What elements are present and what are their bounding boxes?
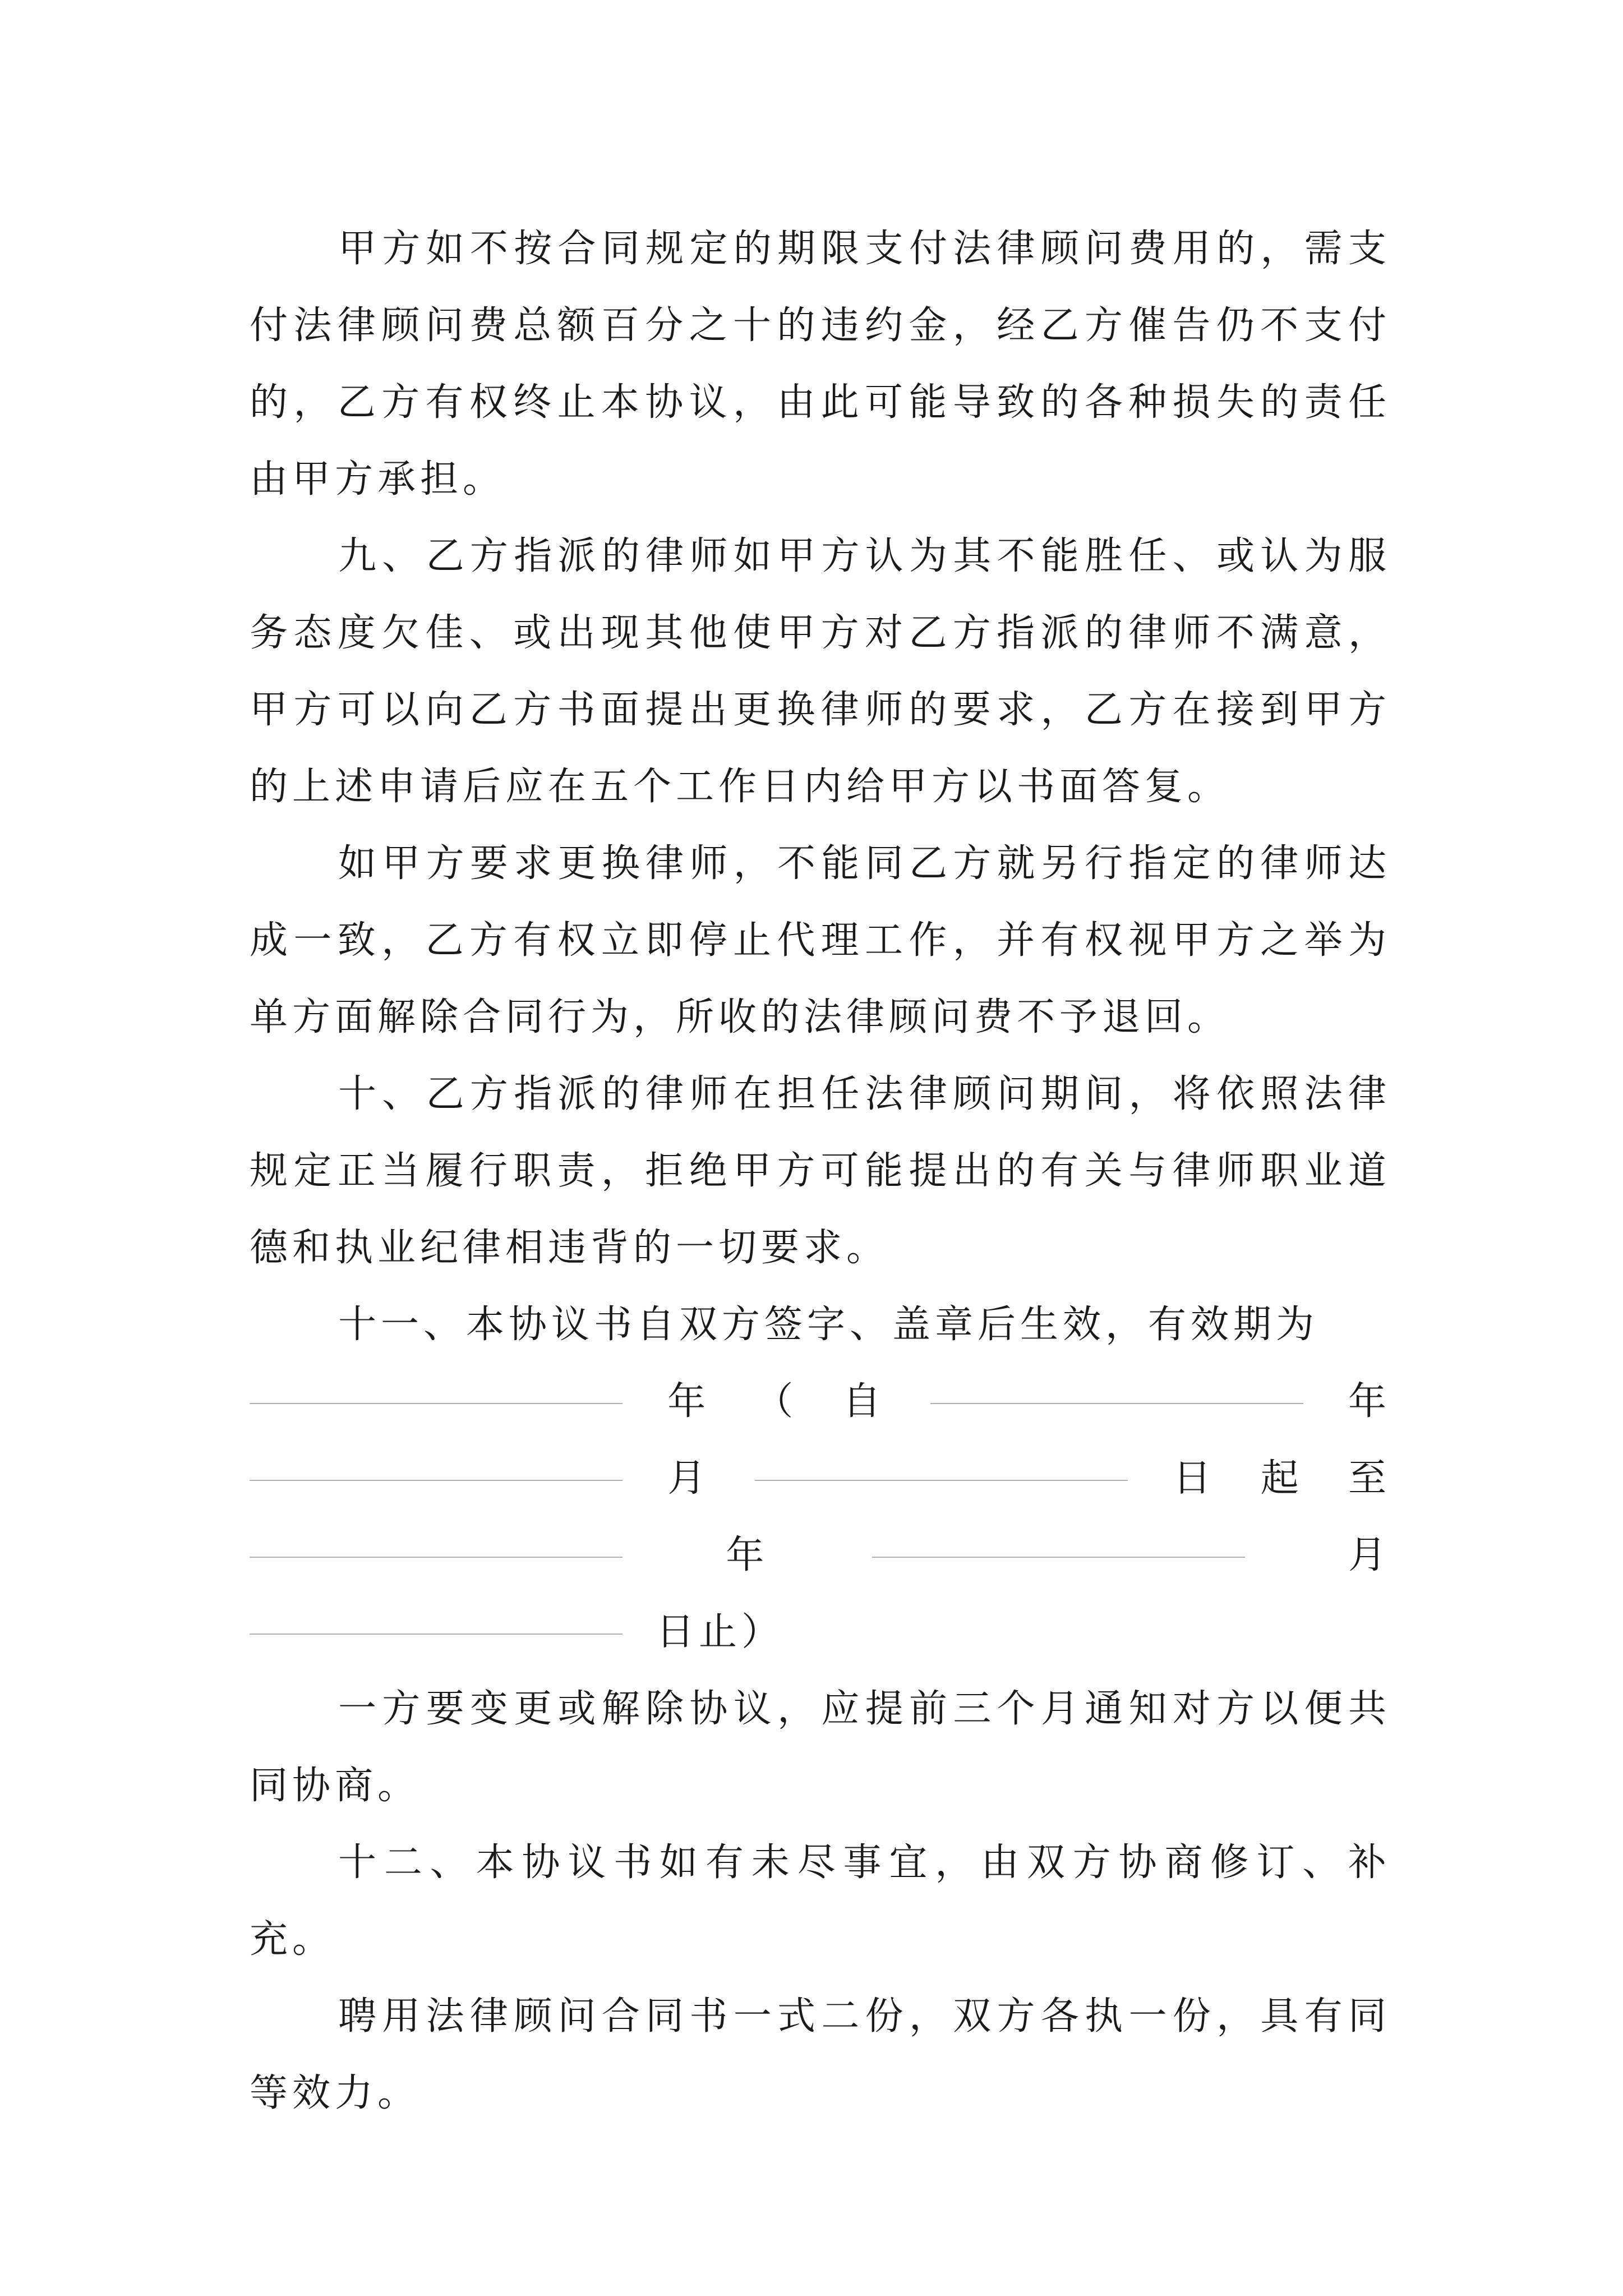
term-begin-label: 起 bbox=[1260, 1456, 1303, 1501]
document-body bbox=[250, 210, 1391, 2132]
term-start-year-label: 年 bbox=[1348, 1379, 1391, 1424]
paragraph-payment-penalty: 甲方如不按合同规定的期限支付法律顾问费用的，需支付法律顾问费总额百分之十的违约金，经乙方催告仍不支付的，乙方有权终止本协议，由此可能导致的各种损失的责任由甲方承担。 bbox=[250, 227, 1391, 501]
paragraph-clause-12: 十二、本协议书如有未尽事宜，由双方协商修订、补充。 bbox=[250, 1841, 1391, 1962]
fill-blank-end-year[interactable] bbox=[250, 1556, 623, 1558]
paragraph-clause-10: 十、乙方指派的律师在担任法律顾问期间，将依照法律规定正当履行职责，拒绝甲方可能提出的有关与律师职业道德和执业纪律相违背的一切要求。 bbox=[250, 1072, 1391, 1270]
term-from-label: 自 bbox=[842, 1379, 886, 1424]
term-start-month-label: 月 bbox=[667, 1456, 711, 1501]
term-start-day-label: 日 bbox=[1173, 1456, 1216, 1501]
term-line-3 bbox=[250, 1517, 1391, 1594]
fill-blank-start-day[interactable] bbox=[755, 1479, 1128, 1481]
term-end-year-label: 年 bbox=[726, 1533, 769, 1577]
term-end-month-label: 月 bbox=[1348, 1533, 1391, 1577]
paragraph-copies: 聘用法律顾问合同书一式二份，双方各执一份，具有同等效力。 bbox=[250, 1994, 1391, 2115]
fill-blank-years[interactable] bbox=[250, 1402, 623, 1404]
paragraph-clause-11: 十一、本协议书自双方签字、盖章后生效，有效期为 bbox=[338, 1303, 1319, 1347]
paragraph-termination-notice: 一方要变更或解除协议，应提前三个月通知对方以便共同协商。 bbox=[250, 1687, 1391, 1808]
term-open-paren: （ bbox=[755, 1379, 798, 1424]
fill-blank-end-day[interactable] bbox=[250, 1632, 623, 1635]
fill-blank-start-year[interactable] bbox=[930, 1402, 1303, 1404]
term-end-day-label: 日止） bbox=[656, 1610, 785, 1654]
paragraph-lawyer-replacement: 如甲方要求更换律师，不能同乙方就另行指定的律师达成一致，乙方有权立即停止代理工作，并有权视甲方之举为单方面解除合同行为，所收的法律顾问费不予退回。 bbox=[250, 841, 1391, 1039]
term-year-label: 年 bbox=[667, 1379, 711, 1424]
term-to-label: 至 bbox=[1348, 1456, 1391, 1501]
paragraph-clause-9: 九、乙方指派的律师如甲方认为其不能胜任、或认为服务态度欠佳、或出现其他使甲方对乙方指派的律师不满意，甲方可以向乙方书面提出更换律师的要求，乙方在接到甲方的上述申请后应在五个工作日内给甲方以书面答复。 bbox=[250, 534, 1391, 809]
fill-blank-start-month[interactable] bbox=[250, 1479, 623, 1481]
term-line-2 bbox=[250, 1440, 1391, 1517]
term-line-4 bbox=[250, 1594, 1391, 1671]
fill-blank-end-month[interactable] bbox=[872, 1556, 1245, 1558]
term-line-1 bbox=[250, 1363, 1391, 1440]
